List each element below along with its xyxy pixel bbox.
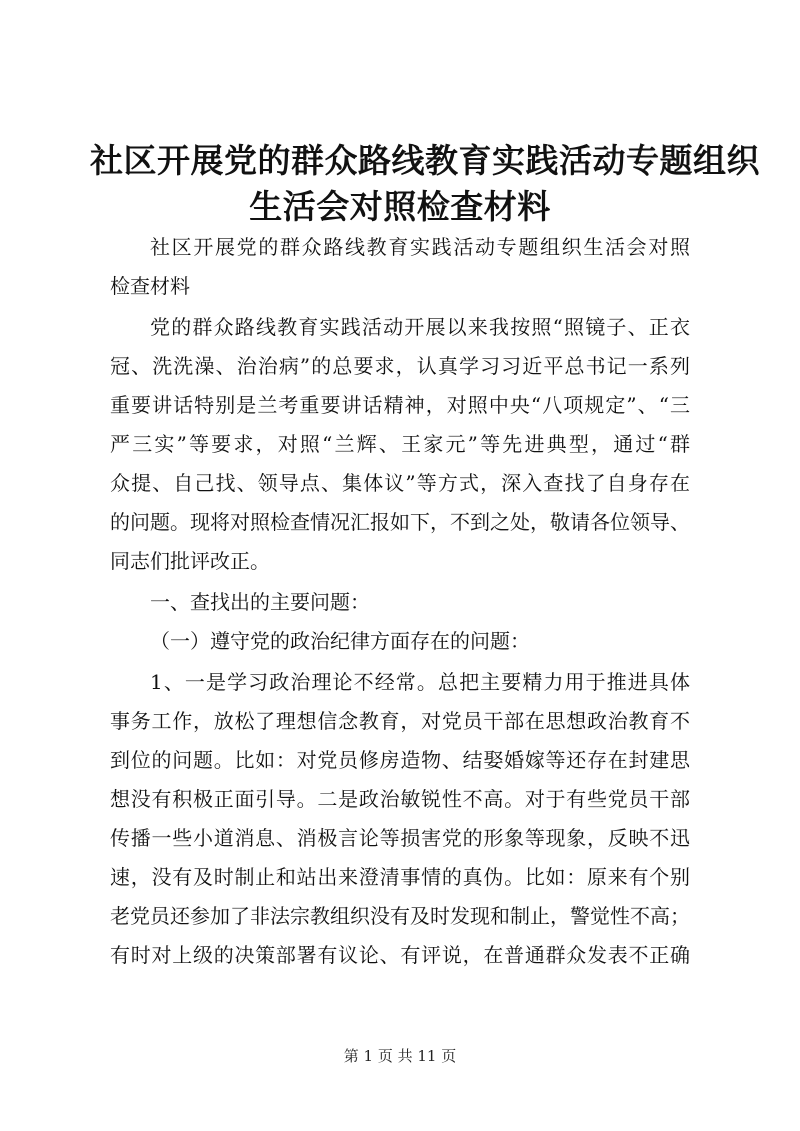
document-title-line-1: 社区开展党的群众路线教育实践活动专题组织 xyxy=(90,141,760,180)
body-line: 社区开展党的群众路线教育实践活动专题组织生活会对照 xyxy=(150,235,690,259)
subsection-heading: （一）遵守党的政治纪律方面存在的问题： xyxy=(150,629,530,653)
body-line: 同志们批评改正。 xyxy=(110,549,270,573)
body-line: 有时对上级的决策部署有议论、有评说，在普通群众发表不正确 xyxy=(110,943,690,967)
body-line: 传播一些小道消息、消极言论等损害党的形象等现象，反映不迅 xyxy=(110,826,690,850)
body-line: 严三实”等要求，对照“兰辉、王家元”等先进典型，通过“群 xyxy=(110,432,690,456)
body-line: 老党员还参加了非法宗教组织没有及时发现和制止，警觉性不高； xyxy=(110,904,690,928)
body-line: 检查材料 xyxy=(110,274,190,298)
section-heading: 一、查找出的主要问题： xyxy=(150,590,370,614)
body-line: 速，没有及时制止和站出来澄清事情的真伪。比如：原来有个别 xyxy=(110,865,690,889)
body-line: 到位的问题。比如：对党员修房造物、结娶婚嫁等还存在封建思 xyxy=(110,748,690,772)
body-line: 的问题。现将对照检查情况汇报如下，不到之处，敬请各位领导、 xyxy=(110,510,690,534)
body-line: 重要讲话特别是兰考重要讲话精神，对照中央“八项规定”、“三 xyxy=(110,393,690,417)
body-line: 众提、自己找、领导点、集体议”等方式，深入查找了自身存在 xyxy=(110,471,690,495)
body-line: 1、一是学习政治理论不经常。总把主要精力用于推进具体 xyxy=(150,670,690,694)
page-number-footer: 第 1 页 共 11 页 xyxy=(343,1047,457,1065)
body-line: 事务工作，放松了理想信念教育，对党员干部在思想政治教育不 xyxy=(110,709,690,733)
document-title-line-2: 生活会对照检查材料 xyxy=(249,187,551,226)
body-line: 想没有积极正面引导。二是政治敏锐性不高。对于有些党员干部 xyxy=(110,787,690,811)
body-line: 党的群众路线教育实践活动开展以来我按照“照镜子、正衣 xyxy=(150,315,690,339)
body-line: 冠、洗洗澡、治治病”的总要求，认真学习习近平总书记一系列 xyxy=(110,354,690,378)
